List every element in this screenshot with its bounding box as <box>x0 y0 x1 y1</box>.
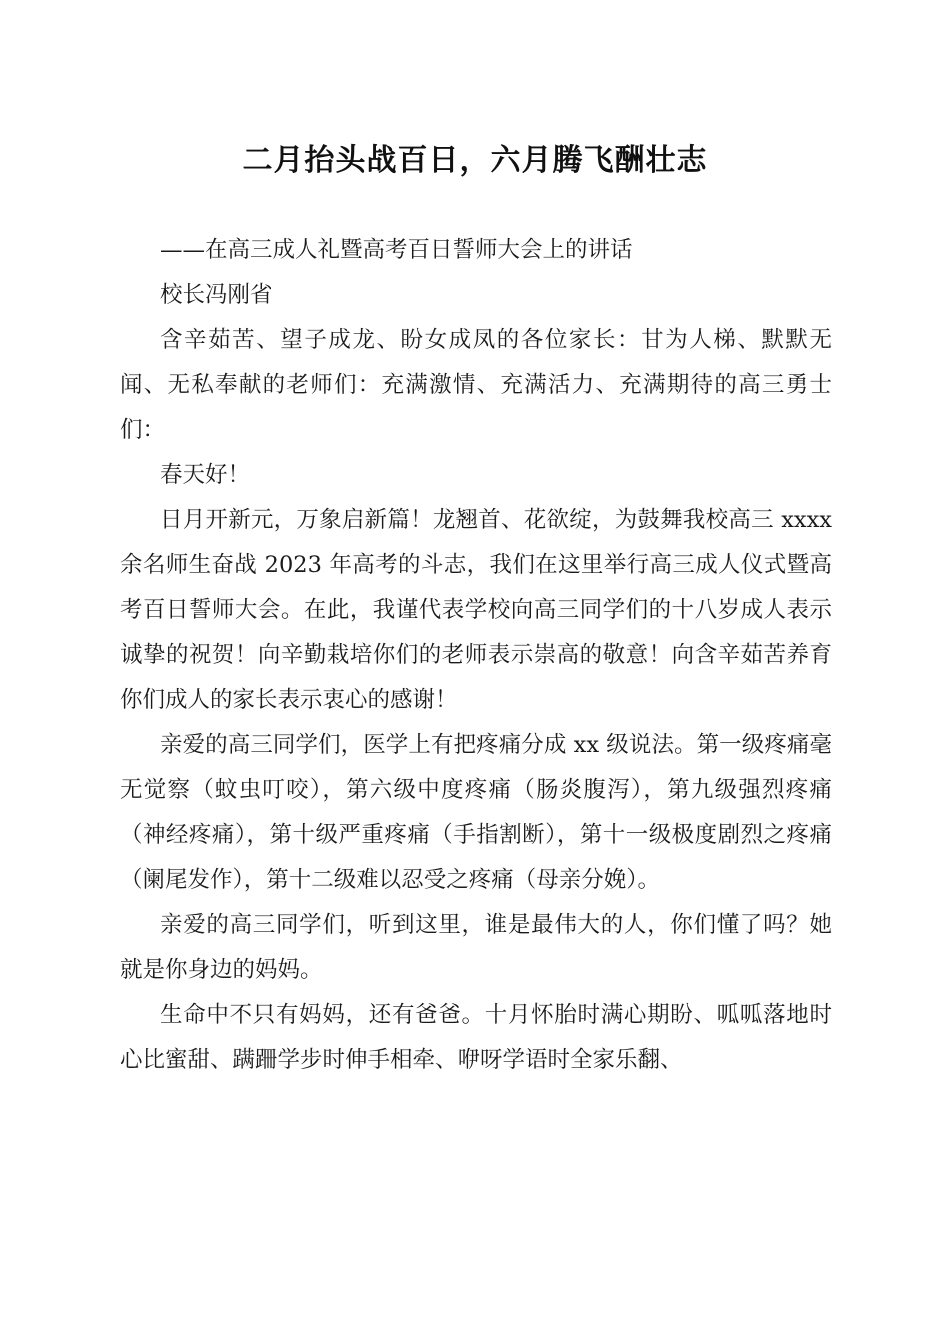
paragraph-opening: 日月开新元，万象启新篇！龙翘首、花欲绽，为鼓舞我校高三 xxxx 余名师生奋战 2023 年高考的斗志，我们在这里举行高三成人仪式暨高考百日誓师大会。在此，我谨代表学校向高三同学们的十八岁成人表示诚挚的祝贺！向辛勤栽培你们的老师表示崇高的敬意！向含辛茹苦养育你们成人的家长表示衷心的感谢！ <box>120 507 832 713</box>
document-body <box>120 228 832 1083</box>
speaker-line: 校长冯刚省 <box>160 282 273 308</box>
document-title: 二月抬头战百日，六月腾飞酬壮志 <box>242 143 708 178</box>
subtitle: ——在高三成人礼暨高考百日誓师大会上的讲话 <box>160 237 633 263</box>
paragraph-spring: 春天好！ <box>160 462 251 488</box>
paragraph-pain-levels: 亲爱的高三同学们，医学上有把疼痛分成 xx 级说法。第一级疼痛毫无觉察（蚊虫叮咬），第六级中度疼痛（肠炎腹泻），第九级强烈疼痛（神经疼痛），第十级严重疼痛（手指割断），第十一级极度剧烈之疼痛（阑尾发作），第十二级难以忍受之疼痛（母亲分娩）。 <box>120 732 832 893</box>
paragraph-greeting: 含辛茹苦、望子成龙、盼女成凤的各位家长：甘为人梯、默默无闻、无私奉献的老师们：充满激情、充满活力、充满期待的高三勇士们： <box>120 327 832 443</box>
paragraph-father: 生命中不只有妈妈，还有爸爸。十月怀胎时满心期盼、呱呱落地时心比蜜甜、蹒跚学步时伸手相牵、咿呀学语时全家乐翻、 <box>120 1002 832 1073</box>
paragraph-mother: 亲爱的高三同学们，听到这里，谁是最伟大的人，你们懂了吗？她就是你身边的妈妈。 <box>120 912 832 983</box>
